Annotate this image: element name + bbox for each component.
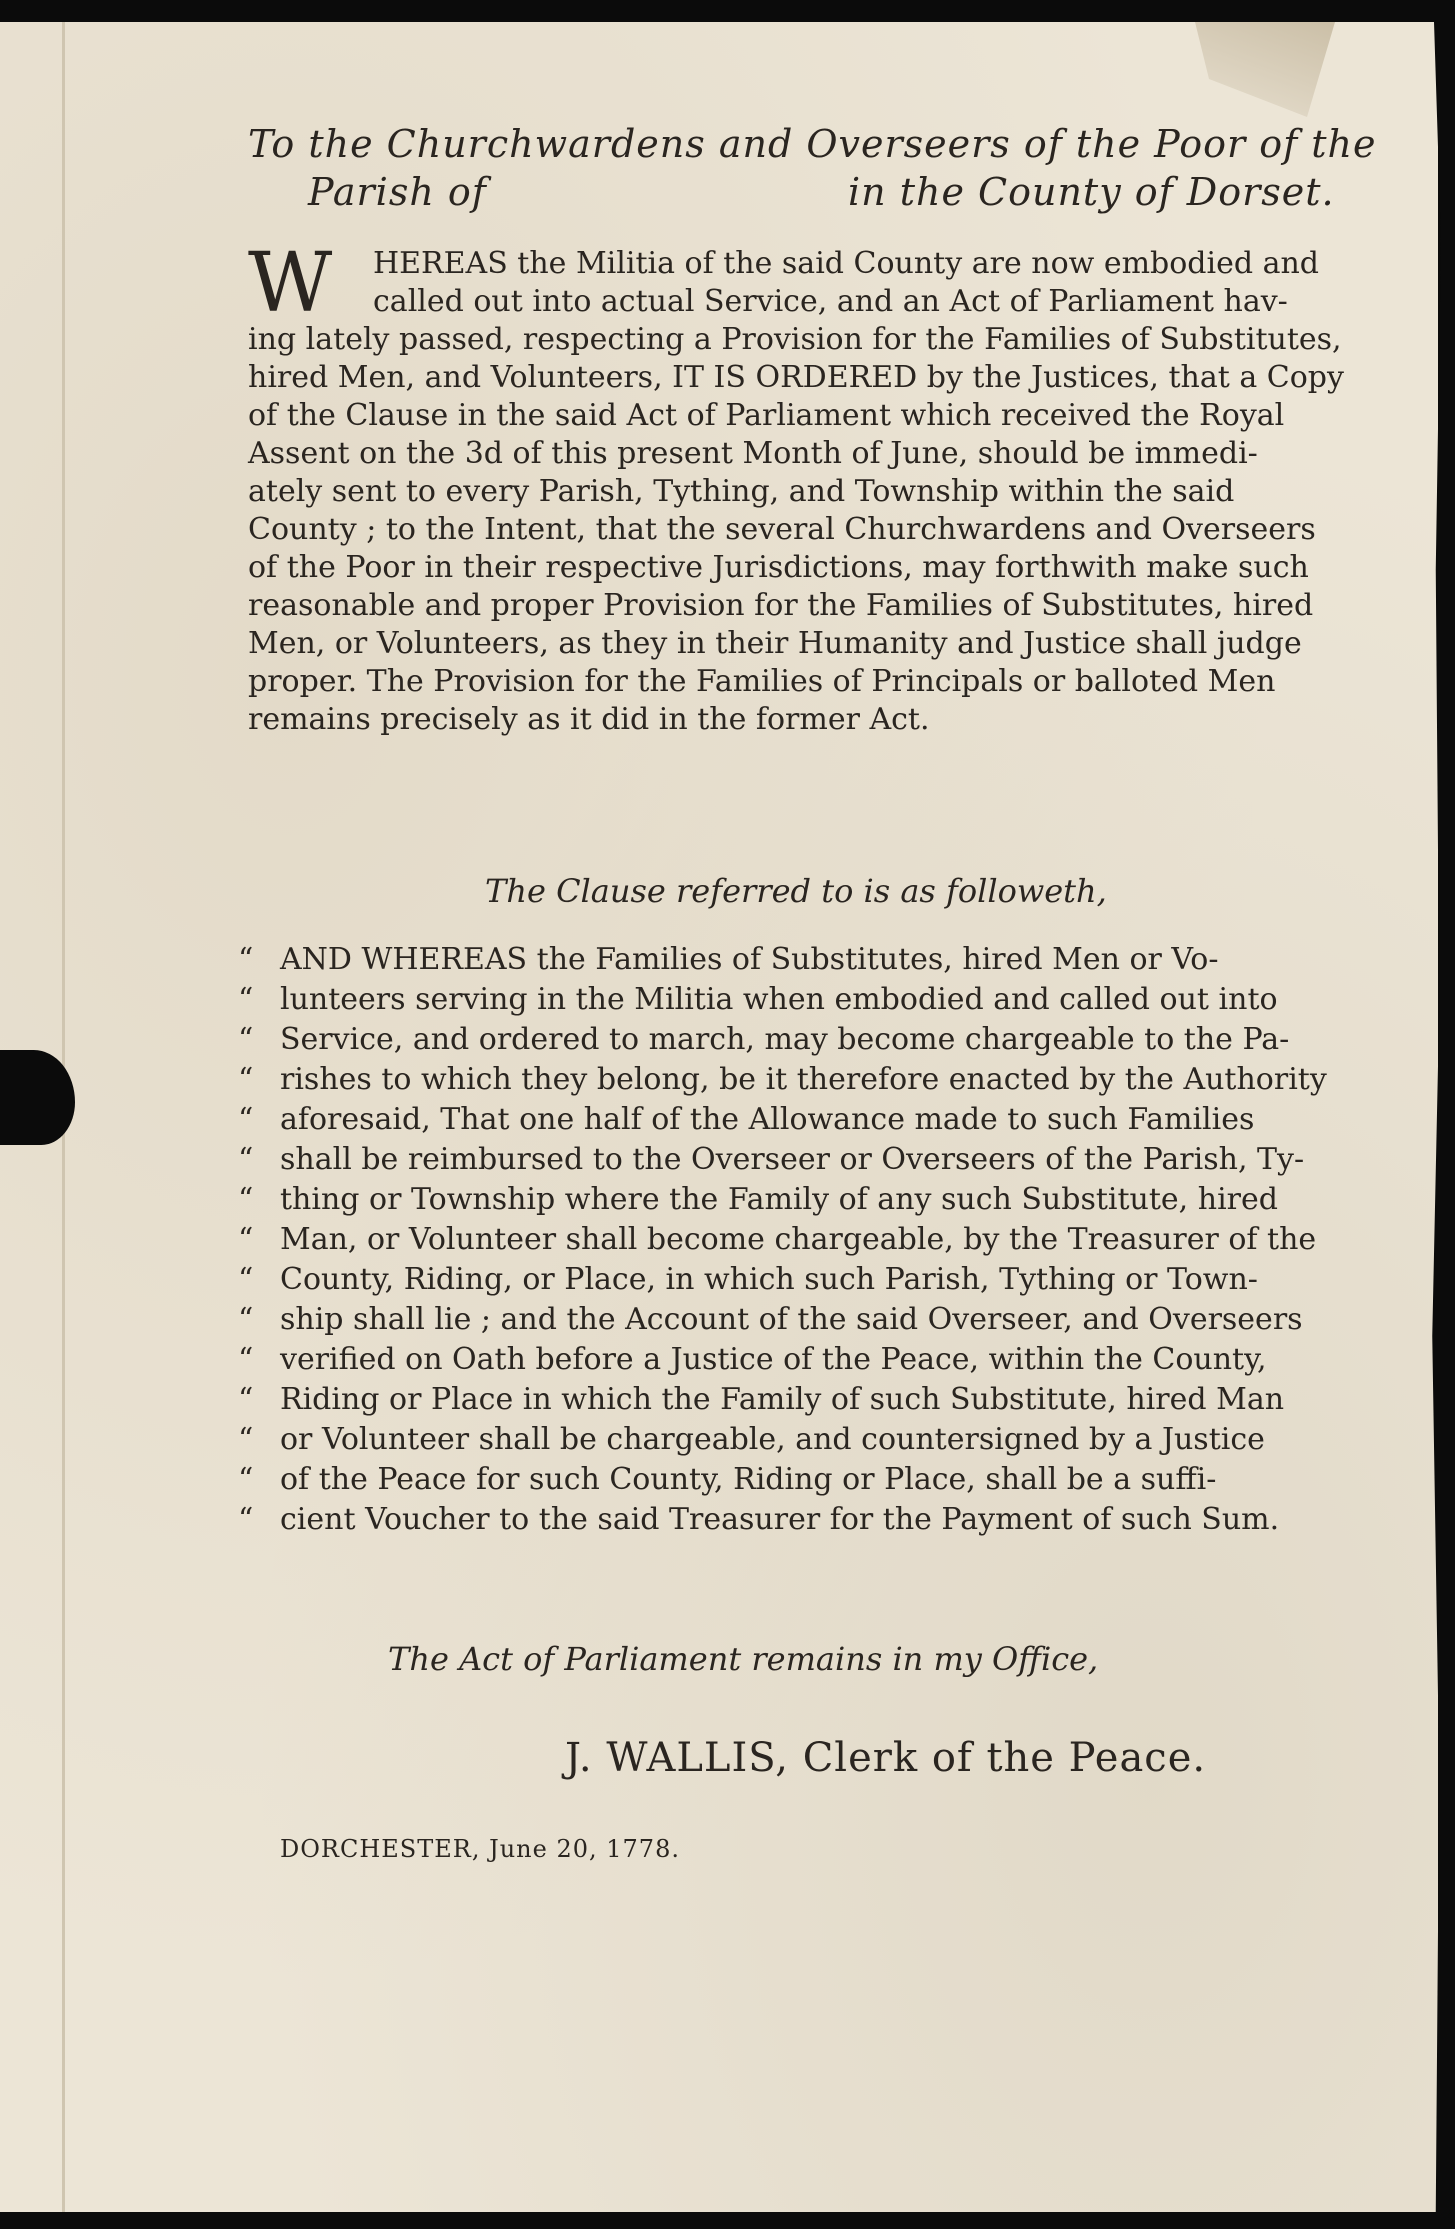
quote-line — [238, 1060, 1327, 1100]
order-line: of the Poor in their respective Jurisdictions, may forthwith make such — [248, 550, 1309, 585]
quote-mark: “ — [238, 1302, 254, 1337]
quoted-clause — [238, 940, 1327, 1540]
order-line: reasonable and proper Provision for the Families of Substitutes, hired — [248, 588, 1314, 623]
order-line: of the Clause in the said Act of Parliament which received the Royal — [248, 398, 1285, 433]
quote-line — [238, 1100, 1327, 1140]
order-line: ately sent to every Parish, Tything, and Township within the said — [248, 474, 1235, 509]
quote-line — [238, 1460, 1327, 1500]
quote-mark: “ — [238, 1342, 254, 1377]
quote-line — [238, 1300, 1327, 1340]
quote-text: of the Peace for such County, Riding or Place, shall be a suffi- — [280, 1462, 1217, 1497]
county-label: in the County of Dorset. — [848, 170, 1335, 214]
quote-mark: “ — [238, 1142, 254, 1177]
order-line: ing lately passed, respecting a Provision for the Families of Substitutes, — [248, 322, 1342, 357]
quote-text: thing or Township where the Family of any such Substitute, hired — [280, 1182, 1278, 1217]
address-line-1: To the Churchwardens and Overseers of the Poor of the — [248, 122, 1377, 166]
quote-mark: “ — [238, 1062, 254, 1097]
quote-line — [238, 1500, 1327, 1540]
quote-line — [238, 1260, 1327, 1300]
order-paragraph — [248, 236, 1344, 739]
parish-label: Parish of — [308, 170, 487, 214]
quote-line — [238, 1380, 1327, 1420]
quote-line — [238, 1220, 1327, 1260]
quote-line — [238, 1420, 1327, 1460]
quote-line — [238, 1340, 1327, 1380]
act-remains-line: The Act of Parliament remains in my Office, — [388, 1640, 1099, 1678]
quote-mark: “ — [238, 1222, 254, 1257]
address-heading — [248, 120, 1376, 216]
quote-text: Service, and ordered to march, may become chargeable to the Pa- — [280, 1022, 1290, 1057]
clause-heading: The Clause referred to is as followeth, — [485, 872, 1107, 910]
quote-text: verified on Oath before a Justice of the Peace, within the County, — [280, 1342, 1267, 1377]
quote-text: AND WHEREAS the Families of Substitutes, hired Men or Vo- — [280, 942, 1219, 977]
order-line: Men, or Volunteers, as they in their Humanity and Justice shall judge — [248, 626, 1302, 661]
quote-line — [238, 1140, 1327, 1180]
order-line: County ; to the Intent, that the several Churchwardens and Overseers — [248, 512, 1316, 547]
quote-mark: “ — [238, 942, 254, 977]
quote-text: lunteers serving in the Militia when embodied and called out into — [280, 982, 1278, 1017]
quote-mark: “ — [238, 1102, 254, 1137]
quote-text: rishes to which they belong, be it therefore enacted by the Authority — [280, 1062, 1327, 1097]
quote-mark: “ — [238, 1022, 254, 1057]
dateline: DORCHESTER, June 20, 1778. — [280, 1835, 680, 1863]
quote-mark: “ — [238, 1502, 254, 1537]
quote-text: Riding or Place in which the Family of such Substitute, hired Man — [280, 1382, 1285, 1417]
quote-text: County, Riding, or Place, in which such Parish, Tything or Town- — [280, 1262, 1258, 1297]
quote-text: aforesaid, That one half of the Allowance made to such Families — [280, 1102, 1255, 1137]
drop-cap: W — [248, 236, 333, 331]
quote-text: cient Voucher to the said Treasurer for the Payment of such Sum. — [280, 1502, 1280, 1537]
quote-text: shall be reimbursed to the Overseer or Overseers of the Parish, Ty- — [280, 1142, 1305, 1177]
address-line-2 — [248, 168, 1376, 216]
order-line: Assent on the 3d of this present Month of June, should be immedi- — [248, 436, 1258, 471]
order-line: HEREAS the Militia of the said County are now embodied and — [373, 246, 1320, 281]
order-line: called out into actual Service, and an Act of Parliament hav- — [373, 284, 1288, 319]
quote-text: Man, or Volunteer shall become chargeable, by the Treasurer of the — [280, 1222, 1317, 1257]
order-line: hired Men, and Volunteers, IT IS ORDERED by the Justices, that a Copy — [248, 360, 1344, 395]
quote-line — [238, 1180, 1327, 1220]
quote-line — [238, 980, 1327, 1020]
quote-mark: “ — [238, 1382, 254, 1417]
quote-mark: “ — [238, 1462, 254, 1497]
quote-line — [238, 940, 1327, 980]
quote-mark: “ — [238, 1262, 254, 1297]
order-line: remains precisely as it did in the former Act. — [248, 702, 930, 737]
quote-mark: “ — [238, 982, 254, 1017]
signature-line: J. WALLIS, Clerk of the Peace. — [565, 1735, 1207, 1781]
quote-mark: “ — [238, 1182, 254, 1217]
quote-text: ship shall lie ; and the Account of the said Overseer, and Overseers — [280, 1302, 1303, 1337]
quote-text: or Volunteer shall be chargeable, and countersigned by a Justice — [280, 1422, 1265, 1457]
quote-line — [238, 1020, 1327, 1060]
quote-mark: “ — [238, 1422, 254, 1457]
order-line: proper. The Provision for the Families of Principals or balloted Men — [248, 664, 1276, 699]
